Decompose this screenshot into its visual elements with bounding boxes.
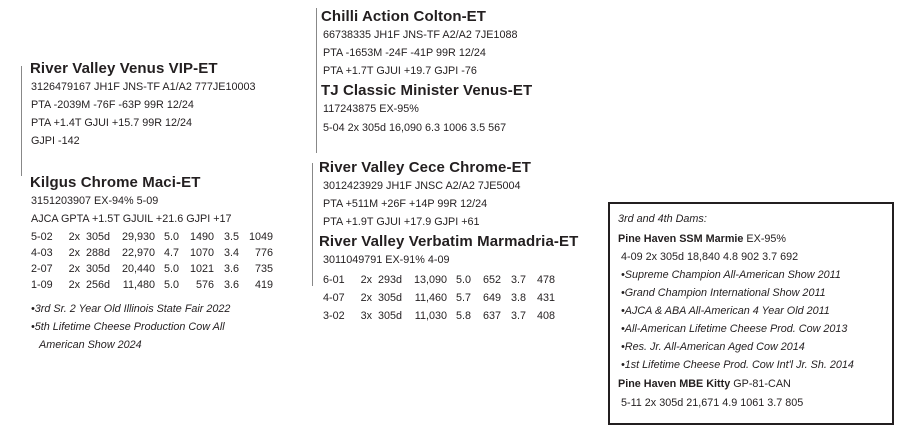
record-protein: 776 [254, 247, 273, 259]
dam-sire-bracket-line [312, 163, 313, 286]
dam-record-row [31, 229, 273, 245]
record-milk: 11,030 [414, 310, 447, 322]
record-milkings: 2x [68, 279, 80, 291]
record-days: 293d [377, 274, 402, 286]
dam-honor-2: •5th Lifetime Cheese Production Cow All [31, 321, 225, 333]
third-dam-honor: •Res. Jr. All-American Aged Cow 2014 [621, 341, 805, 353]
sire-sire-bracket-line [316, 8, 317, 153]
record-milkings: 2x [68, 231, 80, 243]
record-protein: 1049 [248, 231, 273, 243]
dam-honor-1: •3rd Sr. 2 Year Old Illinois State Fair 2022 [31, 303, 231, 315]
third-dam-name [618, 231, 786, 247]
sire-bracket-line [21, 66, 22, 176]
record-fat-pct: 5.7 [455, 292, 471, 304]
sire-sire-name: Chilli Action Colton-ET [321, 8, 487, 25]
record-milk: 22,970 [121, 247, 155, 259]
fourth-dam-prefix: Pine Haven [618, 378, 680, 390]
record-fat: 1490 [189, 231, 214, 243]
record-protein-pct: 3.7 [510, 310, 526, 322]
record-protein: 419 [254, 279, 273, 291]
sire-gjpi-line: GJPI -142 [31, 135, 80, 147]
record-age: 6-01 [323, 274, 345, 286]
sire-pta-line-1: PTA -2039M -76F -63P 99R 12/24 [31, 99, 194, 111]
dam-sire-pta-line-1: PTA +511M +26F +14P 99R 12/24 [323, 198, 488, 210]
record-fat: 637 [482, 310, 501, 322]
record-days: 305d [377, 310, 402, 322]
record-days: 305d [85, 231, 110, 243]
record-protein: 431 [536, 292, 555, 304]
record-milk: 11,480 [122, 279, 155, 291]
dam-dam-record-row [323, 307, 555, 325]
dam-dam-name: River Valley Verbatim Marmadria-ET [319, 233, 579, 250]
fourth-dam-name [618, 376, 791, 392]
record-fat: 576 [195, 279, 214, 291]
third-fourth-dams-box [608, 202, 894, 425]
third-dam-record: 4-09 2x 305d 18,840 4.8 902 3.7 692 [621, 251, 799, 263]
record-fat-pct: 5.0 [163, 279, 179, 291]
dam-dam-record-row [323, 289, 555, 307]
record-protein-pct: 3.8 [510, 292, 526, 304]
record-age: 1-09 [31, 279, 53, 291]
record-age: 5-02 [31, 231, 53, 243]
dam-dam-record-row [323, 271, 555, 289]
record-milk: 20,440 [121, 263, 155, 275]
record-fat-pct: 5.8 [455, 310, 471, 322]
record-fat: 1021 [189, 263, 214, 275]
record-protein-pct: 3.5 [223, 231, 239, 243]
sire-dam-record-line: 5-04 2x 305d 16,090 6.3 1006 3.5 567 [323, 122, 507, 134]
record-fat-pct: 5.0 [163, 263, 179, 275]
fourth-dam-classification: GP-81-CAN [730, 378, 791, 390]
sire-pta-line-2: PTA +1.4T GJUI +15.7 99R 12/24 [31, 117, 193, 129]
dam-record-row [31, 277, 273, 293]
record-protein-pct: 3.4 [223, 247, 239, 259]
record-age: 2-07 [31, 263, 53, 275]
record-protein: 478 [536, 274, 555, 286]
record-days: 256d [85, 279, 110, 291]
record-age: 3-02 [323, 310, 345, 322]
dam-record-row [31, 261, 273, 277]
record-fat-pct: 4.7 [163, 247, 179, 259]
record-days: 305d [377, 292, 402, 304]
sire-dam-name: TJ Classic Minister Venus-ET [321, 82, 533, 99]
record-fat: 649 [482, 292, 501, 304]
sire-dam-id-line: 117243875 EX-95% [323, 103, 419, 115]
dam-dam-id-line: 3011049791 EX-91% 4-09 [323, 254, 450, 266]
dams-box-heading: 3rd and 4th Dams: [618, 213, 707, 225]
dam-sire-pta-line-2: PTA +1.9T GJUI +17.9 GJPI +61 [323, 216, 480, 228]
dam-id-line: 3151203907 EX-94% 5-09 [31, 195, 159, 207]
sire-sire-pta-line-2: PTA +1.7T GJUI +19.7 GJPI -76 [323, 65, 477, 77]
third-dam-honor: •Grand Champion International Show 2011 [621, 287, 826, 299]
dam-honor-2-cont: American Show 2024 [39, 339, 142, 351]
dam-sire-id-line: 3012423929 JH1F JNSC A2/A2 7JE5004 [323, 180, 521, 192]
sire-name: River Valley Venus VIP-ET [30, 60, 218, 77]
record-milkings: 2x [68, 263, 80, 275]
third-dam-honor: •Supreme Champion All-American Show 2011 [621, 269, 841, 281]
record-fat-pct: 5.0 [163, 231, 179, 243]
third-dam-bold-name: SSM Marmie [679, 233, 744, 245]
record-milkings: 2x [360, 274, 372, 286]
record-protein: 408 [536, 310, 555, 322]
third-dam-honor: •AJCA & ABA All-American 4 Year Old 2011 [621, 305, 830, 317]
record-milk: 29,930 [121, 231, 155, 243]
record-protein-pct: 3.6 [223, 263, 239, 275]
third-dam-honor: •1st Lifetime Cheese Prod. Cow Int'l Jr. Sh. 2014 [621, 359, 854, 371]
record-days: 305d [85, 263, 110, 275]
dam-name: Kilgus Chrome Maci-ET [30, 174, 201, 191]
dam-record-row [31, 245, 273, 261]
sire-sire-id-line: 66738335 JH1F JNS-TF A2/A2 7JE1088 [323, 29, 518, 41]
record-fat: 1070 [189, 247, 214, 259]
record-milk: 11,460 [414, 292, 447, 304]
dam-dam-records-table [323, 271, 555, 325]
sire-id-line: 3126479167 JH1F JNS-TF A1/A2 777JE10003 [31, 81, 256, 93]
record-fat-pct: 5.0 [455, 274, 471, 286]
record-days: 288d [85, 247, 110, 259]
sire-sire-pta-line-1: PTA -1653M -24F -41P 99R 12/24 [323, 47, 486, 59]
third-dam-honor: •All-American Lifetime Cheese Prod. Cow 2013 [621, 323, 848, 335]
record-milkings: 2x [360, 292, 372, 304]
record-protein: 735 [254, 263, 273, 275]
fourth-dam-bold-name: MBE Kitty [679, 378, 731, 390]
third-dam-classification: EX-95% [743, 233, 787, 245]
record-protein-pct: 3.7 [510, 274, 526, 286]
record-age: 4-03 [31, 247, 53, 259]
dam-sire-name: River Valley Cece Chrome-ET [319, 159, 531, 176]
record-milkings: 2x [68, 247, 80, 259]
fourth-dam-record: 5-11 2x 305d 21,671 4.9 1061 3.7 805 [621, 397, 804, 409]
record-age: 4-07 [323, 292, 345, 304]
dam-gpta-line: AJCA GPTA +1.5T GJUIL +21.6 GJPI +17 [31, 213, 232, 225]
record-milk: 13,090 [413, 274, 447, 286]
record-protein-pct: 3.6 [223, 279, 239, 291]
record-fat: 652 [482, 274, 501, 286]
dam-records-table [31, 229, 273, 293]
third-dam-prefix: Pine Haven [618, 233, 680, 245]
record-milkings: 3x [360, 310, 372, 322]
